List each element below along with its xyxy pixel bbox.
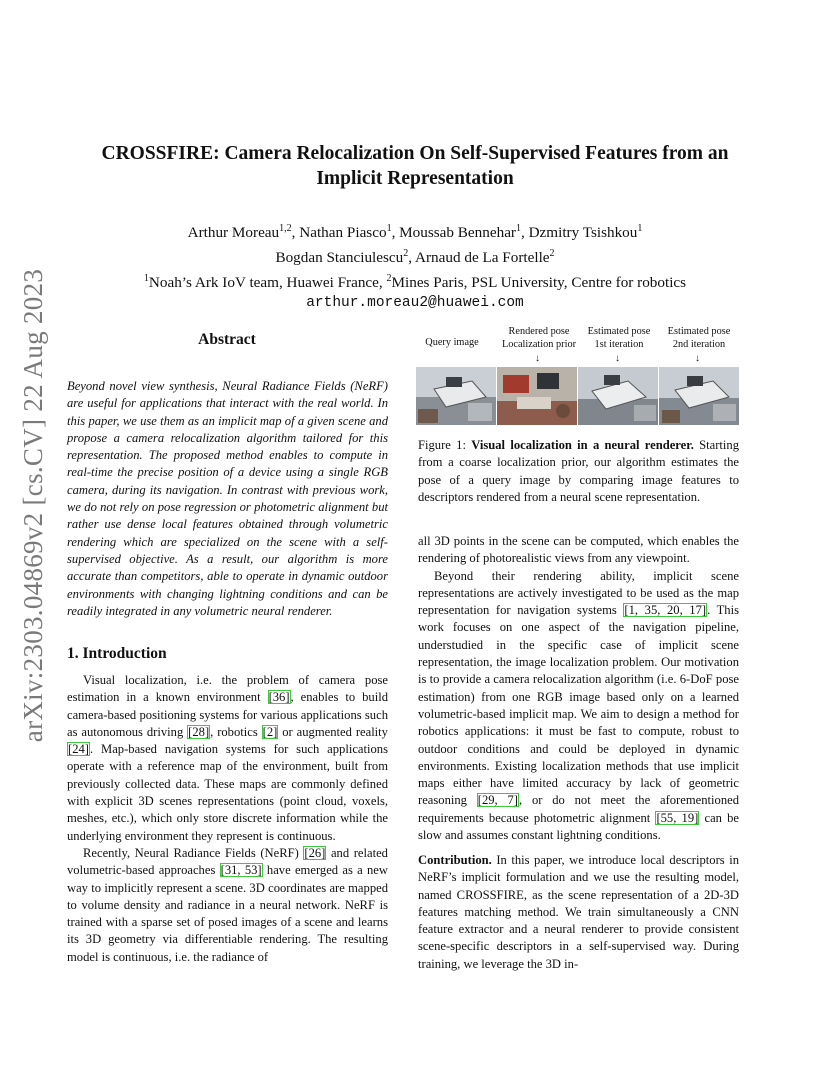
paragraph-text: Beyond their rendering ability, implicit scene representations are actively investigated to be used as the map representation for navigation systems: [418, 568, 739, 618]
author-affiliation-marker: 1,2: [279, 223, 292, 234]
figure-1-labels: [414, 325, 744, 367]
down-arrow-icon: ↓: [695, 353, 700, 364]
citation-link[interactable]: [1, 35, 20, 17]: [624, 603, 707, 618]
figure-panel-label: [402, 336, 502, 349]
estimated-pose-2nd-photo: [659, 367, 739, 425]
intro-paragraph-1: [67, 672, 388, 845]
author-name: Bogdan Stanciulescu: [275, 249, 404, 267]
citation-link[interactable]: [29, 7]: [477, 793, 518, 808]
figure-panel-label: [649, 325, 749, 351]
paragraph-text: have emerged as a new way to implicitly represent a scene. 3D coordinates are mapped to volume density and radiance in a neural network. NeRF is trained with a sparse set of posed images of a scene and learns its 3D geometry via differentiable rendering. The resulting model is continuous, i.e. the radiance of: [67, 863, 388, 964]
right-column-body: [418, 533, 739, 844]
figure-label-line: Localization prior: [501, 339, 577, 350]
author-affiliation-marker: 1: [386, 223, 392, 234]
contribution-text: In this paper, we introduce local descriptors in NeRF’s implicit formulation and we use the resulting model, named CROSSFIRE, as the scene representation of a 2D-3D features matching method. We train simultaneously a CNN feature extractor and a neural renderer to provide consistent scene-specific descriptors in a self-supervised way. During training, we leverage the 3D in-: [418, 853, 739, 971]
author-line-2: Bogdan Stanciulescu$^2$, Arnaud de La Fortelle$^2$: [275, 248, 555, 267]
contribution-heading: Contribution.: [418, 853, 492, 867]
rendered-pose-photo: [497, 367, 577, 425]
intro-paragraph-2: [67, 845, 388, 966]
left-column-body: [67, 672, 388, 966]
citation-link[interactable]: [36]: [268, 690, 290, 705]
down-arrow-icon: ↓: [535, 353, 540, 364]
author-name: Moussab Bennehar: [399, 224, 516, 242]
contact-email[interactable]: arthur.moreau2@huawei.com: [306, 295, 524, 312]
paragraph-text: . This work focuses on one aspect of the navigation pipeline, understudied in the specific case of implicit scene representation, the image localization problem. Our motivation is to provide a camera relocalization algorithm (i.e. 6-DoF pose estimation) from one RGB image based only on a learned volumetric-based implicit map. We aim to design a method for robotics applications: it must be fast to compute, robust to outdoor conditions and could be deployed in dynamic environments. Existing localization methods that use implicit maps either have limited accuracy by lack of geometric reasoning: [418, 603, 740, 808]
title-line-1: CROSSFIRE: Camera Relocalization On Self-Supervised Features from an: [101, 143, 729, 164]
figure-label-line: 1st iteration: [594, 339, 644, 350]
caption-body: Starting from a coarse localization prior, our algorithm estimates the pose of a query image by comparing image features to descriptors rendered from a neural scene representation.: [418, 438, 740, 504]
figure-label-line: 2nd iteration: [672, 339, 726, 350]
paragraph-text: Recently, Neural Radiance Fields (NeRF): [83, 845, 304, 860]
citation-link[interactable]: [26]: [304, 845, 326, 860]
estimated-pose-1st-photo: [578, 367, 658, 425]
paper-title: [70, 141, 760, 191]
affiliation-marker: 2: [386, 273, 392, 285]
author-affiliation-marker: 1: [516, 223, 521, 234]
caption-title: Visual localization in a neural renderer.: [471, 438, 694, 452]
citation-link[interactable]: [31, 53]: [220, 863, 262, 878]
paragraph-text: , robotics: [210, 724, 262, 739]
paragraph-text: , or do not meet the aforementioned requirements because photometric alignment: [418, 793, 740, 825]
abstract-heading: Abstract: [198, 331, 256, 348]
paragraph-text: or augmented reality: [278, 724, 388, 739]
author-name: Nathan Piasco: [299, 224, 387, 242]
figure-1-caption: [418, 437, 739, 506]
figure-label-line: Estimated pose: [587, 326, 651, 337]
title-line-2: Implicit Representation: [316, 168, 514, 189]
citation-link[interactable]: [2]: [262, 724, 278, 739]
citation-link[interactable]: [24]: [68, 742, 89, 757]
down-arrow-icon: ↓: [615, 353, 620, 364]
paragraph-text: Visual localization, i.e. the problem of camera pose estimation in a known environment: [67, 673, 388, 705]
figure-1-images: [416, 367, 738, 425]
paragraph-text: , enables to build camera-based positioning systems for various applications such as autonomous driving: [67, 690, 389, 739]
citation-link[interactable]: [28]: [188, 724, 210, 739]
right-paragraph-1: all 3D points in the scene can be computed, which enables the rendering of photorealistic views from any viewpoint.: [418, 534, 739, 566]
contribution-block: [418, 852, 739, 973]
affiliations: [70, 268, 760, 293]
author-name: Arthur Moreau: [187, 224, 280, 242]
section-heading-introduction: 1. Introduction: [67, 645, 167, 662]
affiliation-1: Noah’s Ark IoV team, Huawei France,: [148, 274, 387, 292]
abstract-text: Beyond novel view synthesis, Neural Radiance Fields (NeRF) are useful for applications that interact with the real world. In this paper, we use them as an implicit map of a given scene and propose a camera relocalization algorithm tailored for this representation. The proposed method enables to compute in real-time the precise position of a device using a single RGB camera, during its navigation. In contrast with previous work, we do not rely on pose regression or photometric alignment but rather use dense local features obtained through volumetric rendering which are specialized on the scene with a self-supervised objective. As a result, our algorithm is more accurate than competitors, able to operate in dynamic outdoor environments with changing lightning conditions and can be readily integrated in any volumetric neural renderer.: [67, 379, 388, 618]
arxiv-sidebar-stamp: [12, 270, 56, 740]
figure-label-line: Query image: [425, 337, 479, 348]
caption-prefix: Figure 1:: [418, 438, 472, 452]
author-name: Dzmitry Tsishkou: [528, 224, 638, 242]
arxiv-identifier: arXiv:2303.04869v2 [cs.CV] 22 Aug 2023: [18, 268, 49, 742]
author-affiliation-marker: 2: [403, 248, 409, 260]
paragraph-text: and related volumetric-based approaches: [67, 845, 388, 878]
figure-label-line: Rendered pose: [508, 326, 570, 337]
affiliation-marker: 1: [143, 273, 149, 285]
right-paragraph-2: [418, 568, 739, 845]
author-name: Arnaud de La Fortelle: [415, 249, 550, 267]
author-affiliation-marker: 1: [637, 223, 643, 234]
citation-link[interactable]: [55, 19]: [656, 810, 699, 825]
figure-label-line: Estimated pose: [667, 326, 731, 337]
affiliation-2: Mines Paris, PSL University, Centre for robotics: [391, 274, 687, 292]
author-line-1: Arthur Moreau$^{1,2}$, Nathan Piasco$^1$, Moussab Bennehar$^1$, Dzmitry Tsishkou$^1$: [187, 223, 643, 242]
query-image-photo: [416, 367, 496, 425]
paragraph-text: . Map-based navigation systems for such applications operate with a reference map of the environment, built from previously collected data. These maps are commonly defined with explicit 3D scenes representations (point cloud, voxels, meshes, etc.), which only store discrete information while the underlying environment they represent is continuous.: [67, 742, 388, 843]
author-affiliation-marker: 2: [549, 248, 555, 260]
author-block: [70, 218, 760, 314]
paragraph-text: can be slow and assumes constant lightning conditions.: [418, 810, 740, 843]
contribution-paragraph: [418, 852, 739, 973]
